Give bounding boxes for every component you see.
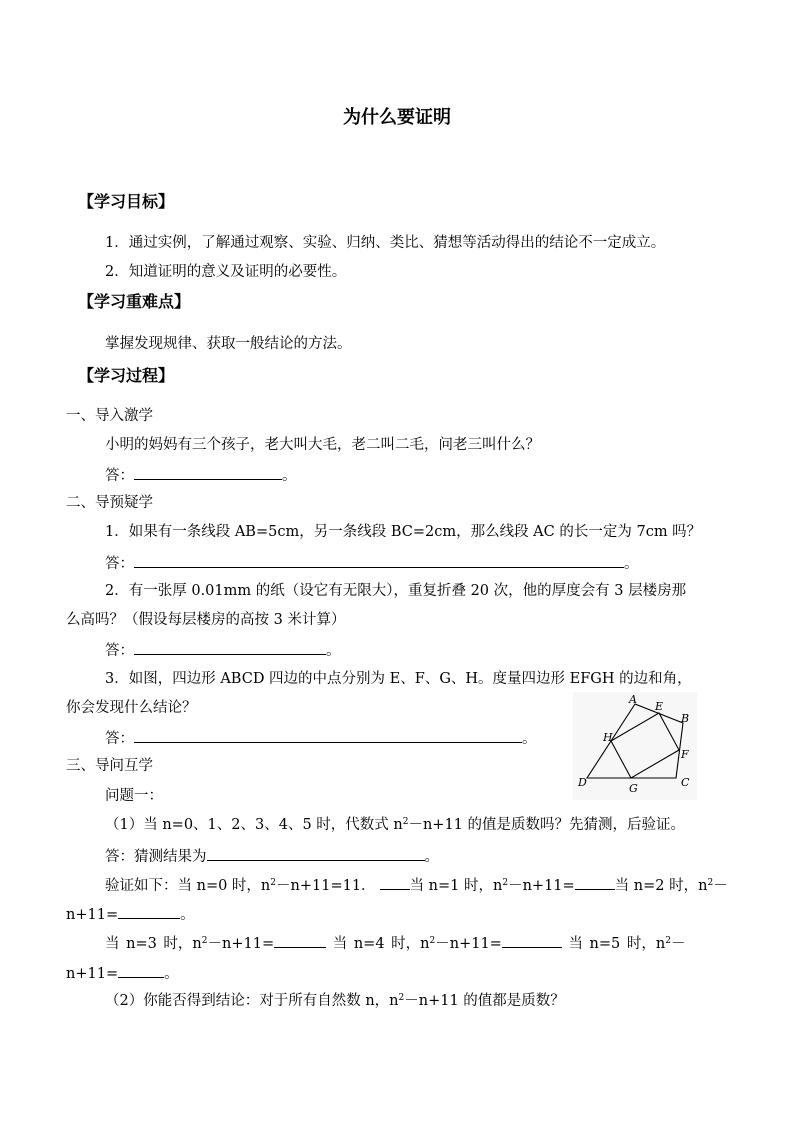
verify-blank[interactable]: [118, 962, 164, 978]
superscript: 2: [402, 817, 409, 827]
verify-blank[interactable]: [380, 874, 410, 890]
part2-q1: 1．如果有一条线段 AB=5cm，另一条线段 BC=2cm，那么线段 AC 的长一定为 7cm 吗？: [105, 524, 702, 540]
period: 。: [282, 468, 297, 484]
superscript: 2: [707, 878, 714, 888]
part2-q2-line1: 2．有一张厚 0.01mm 的纸（设它有无限大），重复折叠 20 次，他的厚度会有 3 层楼房那: [105, 583, 687, 599]
verify-text: －n+11=: [508, 878, 575, 894]
figure-label-c: C: [681, 776, 690, 789]
problem-2-text: （2）你能否得到结论：对于所有自然数 n，n: [105, 993, 399, 1009]
answer-label: 答：: [105, 468, 134, 484]
part2-q1-answer-line: [105, 552, 639, 574]
part2-q3-answer-line: [105, 727, 537, 749]
superscript: 2: [270, 878, 277, 888]
superscript: 2: [429, 936, 436, 946]
figure-label-d: D: [578, 776, 587, 789]
verify-line-2: [66, 903, 195, 925]
figure-label-e: E: [655, 700, 664, 713]
answer-blank[interactable]: [134, 464, 282, 480]
problem-2-text-cont: －n+11 的值都是质数？: [404, 993, 565, 1009]
verify-blank[interactable]: [575, 874, 615, 890]
verify-text: －n+11=11．: [276, 878, 376, 894]
guess-blank[interactable]: [207, 845, 425, 861]
section-heading-key-points: 【学习重难点】: [78, 292, 191, 311]
superscript: 2: [398, 993, 405, 1003]
verify-text: 当 n=3 时，n: [105, 936, 202, 952]
figure-label-g: G: [629, 782, 638, 795]
answer-label: 答：: [105, 556, 134, 572]
answer-label: 答：: [105, 643, 134, 659]
part2-q3-line2: 你会发现什么结论？: [66, 700, 197, 716]
part1-title: 一、导入激学: [66, 408, 153, 424]
guess-label: 答：猜测结果为: [105, 849, 207, 865]
verify-text: －: [713, 878, 728, 894]
verify-text: n+11=: [66, 907, 119, 923]
verify-line-3: [105, 932, 685, 954]
problem-label: 问题一：: [105, 788, 163, 804]
verify-text: n+11=: [66, 966, 119, 982]
section-heading-process: 【学习过程】: [78, 366, 175, 385]
goal-item-1: 1．通过实例，了解通过观察、实验、归纳、类比、猜想等活动得出的结论不一定成立。: [105, 235, 666, 251]
answer-blank[interactable]: [134, 727, 522, 743]
period: 。: [180, 907, 195, 923]
verify-line-4: [66, 962, 179, 984]
period: 。: [424, 849, 439, 865]
superscript: 2: [665, 936, 671, 946]
answer-blank[interactable]: [134, 639, 326, 655]
problem-1-text: （1）当 n=0、1、2、3、4、5 时，代数式 n: [105, 817, 403, 833]
part2-title: 二、导预疑学: [66, 495, 153, 511]
period: 。: [164, 966, 179, 982]
verify-text: 当 n=1 时，n: [409, 878, 503, 894]
problem-1-text-cont: －n+11 的值是质数吗？先猜测，后验证。: [408, 817, 686, 833]
part2-q3-line1: 3．如图，四边形 ABCD 四边的中点分别为 E、F、G、H。度量四边形 EFGH 的边和角，: [105, 671, 692, 687]
verify-text: 当 n=2 时，n: [614, 878, 708, 894]
verify-text: －n+11=: [207, 936, 275, 952]
part3-title: 三、导问互学: [66, 758, 153, 774]
period: 。: [326, 643, 341, 659]
goal-item-2: 2．知道证明的意义及证明的必要性。: [105, 264, 347, 280]
verify-text: 当 n=5 时，n: [568, 936, 666, 952]
part2-q2-line2: 么高吗？（假设每层楼房的高按 3 米计算）: [66, 612, 346, 628]
figure-label-a: A: [629, 693, 637, 706]
verify-text: －n+11=: [435, 936, 502, 952]
verify-blank[interactable]: [502, 932, 562, 948]
superscript: 2: [502, 878, 509, 888]
verify-blank[interactable]: [274, 932, 326, 948]
period: 。: [522, 731, 537, 747]
period: 。: [624, 556, 639, 572]
answer-blank[interactable]: [134, 552, 624, 568]
verify-text: 验证如下：当 n=0 时，n: [105, 878, 271, 894]
guess-line: [105, 845, 439, 867]
part1-answer-line: [105, 464, 297, 486]
section-heading-goals: 【学习目标】: [78, 192, 175, 211]
problem-1-line: [105, 815, 685, 835]
figure-label-b: B: [681, 712, 690, 725]
superscript: 2: [201, 936, 208, 946]
part2-q2-answer-line: [105, 639, 341, 661]
verify-line: [105, 874, 728, 896]
answer-label: 答：: [105, 731, 134, 747]
problem-2-line: [105, 991, 565, 1011]
verify-text: 当 n=4 时，n: [332, 936, 430, 952]
figure-label-h: H: [603, 731, 613, 744]
page-title: 为什么要证明: [343, 107, 451, 128]
part1-question: 小明的妈妈有三个孩子，老大叫大毛，老二叫二毛，问老三叫什么？: [105, 437, 540, 453]
figure-label-f: F: [681, 748, 689, 761]
quadrilateral-figure: [573, 692, 697, 800]
verify-text: －: [670, 936, 686, 952]
verify-blank[interactable]: [118, 903, 180, 919]
key-points-text: 掌握发现规律、获取一般结论的方法。: [105, 336, 352, 352]
